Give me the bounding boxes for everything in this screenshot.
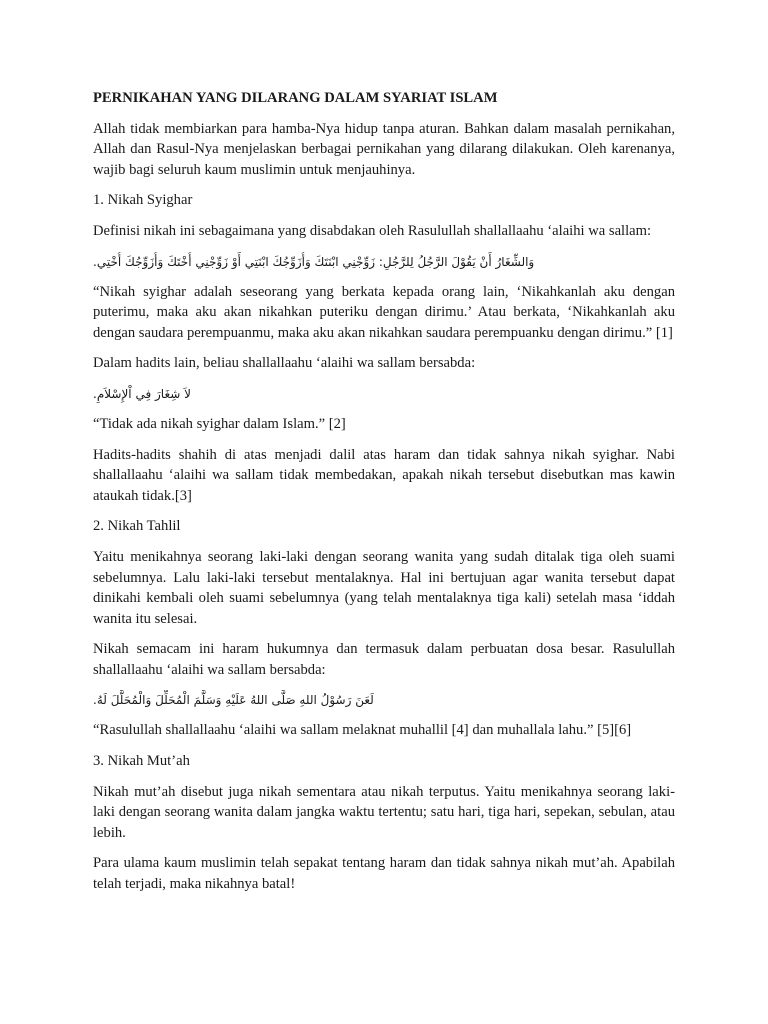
syighar-other-hadith-paragraph: Dalam hadits lain, beliau shallallaahu ‘alaihi wa sallam bersabda: [93, 355, 476, 372]
section-heading-nikah-syighar: 1. Nikah Syighar [93, 192, 193, 209]
tahlil-translation-paragraph: “Rasulullah shallallaahu ‘alaihi wa sallam melaknat muhallil [4] dan muhallala lahu.” [5][6] [93, 722, 632, 739]
document-title: PERNIKAHAN YANG DILARANG DALAM SYARIAT ISLAM [93, 90, 498, 106]
tahlil-ruling-paragraph: Nikah semacam ini haram hukumnya dan termasuk dalam perbuatan dosa besar. Rasulullah shallallaahu ‘alaihi wa sallam bersabda: [93, 641, 675, 678]
mutah-ruling-paragraph: Para ulama kaum muslimin telah sepakat tentang haram dan tidak sahnya nikah mut’ah. Apabilah telah terjadi, maka nikahnya batal! [93, 855, 675, 893]
syighar-arabic-hadith: وَالشِّغَارُ أَنْ يَقُوْلَ الرَّجُلُ لِلرَّجُلِ: زَوِّجْنِي ابْنَتَكَ وَأُزَوِّجُكَ ابْنَتِي أَوْ زَوِّجْنِي أُخْتَكَ وَأُزَوِّجُكَ أُخْتِي. [93, 254, 535, 269]
tahlil-arabic-hadith: لَعَنَ رَسُوْلُ اللهِ صَلَّى اللهُ عَلَيْهِ وَسَلَّمَ الْمُحَلِّلَ وَالْمُحَلَّلَ لَهُ. [93, 693, 374, 708]
section-heading-nikah-tahlil: 2. Nikah Tahlil [93, 518, 181, 535]
syighar-arabic-hadith-2: لاَ شِغَارَ فِي اْلإِسْلاَمِ. [93, 386, 191, 401]
syighar-translation-2-paragraph: “Tidak ada nikah syighar dalam Islam.” [2] [93, 415, 346, 432]
syighar-translation-paragraph: “Nikah syighar adalah seseorang yang berkata kepada orang lain, ‘Nikahkanlah aku dengan puterimu, maka aku akan nikahkan puteriku dengan dirimu.’ Atau berkata, ‘Nikahkanlah aku dengan saudara perempuanmu, maka aku akan nikahkan saudara perempuanku dengan dirimu.” [1] [93, 283, 675, 341]
intro-paragraph: Allah tidak membiarkan para hamba-Nya hidup tanpa aturan. Bahkan dalam masalah pernikahan, Allah dan Rasul-Nya menjelaskan berbagai pernikahan yang dilarang dilakukan. Oleh karenanya, wajib bagi seluruh kaum muslimin untuk menjauhinya. [93, 120, 675, 178]
tahlil-definition-paragraph: Yaitu menikahnya seorang laki-laki dengan seorang wanita yang sudah ditalak tiga oleh suami sebelumnya. Lalu laki-laki tersebut mentalaknya. Hal ini bertujuan agar wanita tersebut dapat dinikahi kembali oleh suami sebelumnya (yang telah mentalaknya tiga kali) setelah masa ‘iddah wanita itu selesai. [93, 548, 675, 627]
mutah-definition-paragraph: Nikah mut’ah disebut juga nikah sementara atau nikah terputus. Yaitu menikahnya seorang laki-laki dengan seorang wanita dalam jangka waktu tertentu; satu hari, tiga hari, sepekan, sebulan, atau lebih. [93, 783, 675, 841]
syighar-conclusion-paragraph: Hadits-hadits shahih di atas menjadi dalil atas haram dan tidak sahnya nikah syighar. Nabi shallallaahu ‘alaihi wa sallam tidak membedakan, apakah nikah tersebut disebutkan mas kawin ataukah tidak.[3] [93, 446, 675, 504]
section-heading-nikah-mutah: 3. Nikah Mut’ah [93, 753, 190, 770]
syighar-definition-paragraph: Definisi nikah ini sebagaimana yang disabdakan oleh Rasulullah shallallaahu ‘alaihi wa sallam: [93, 222, 652, 239]
